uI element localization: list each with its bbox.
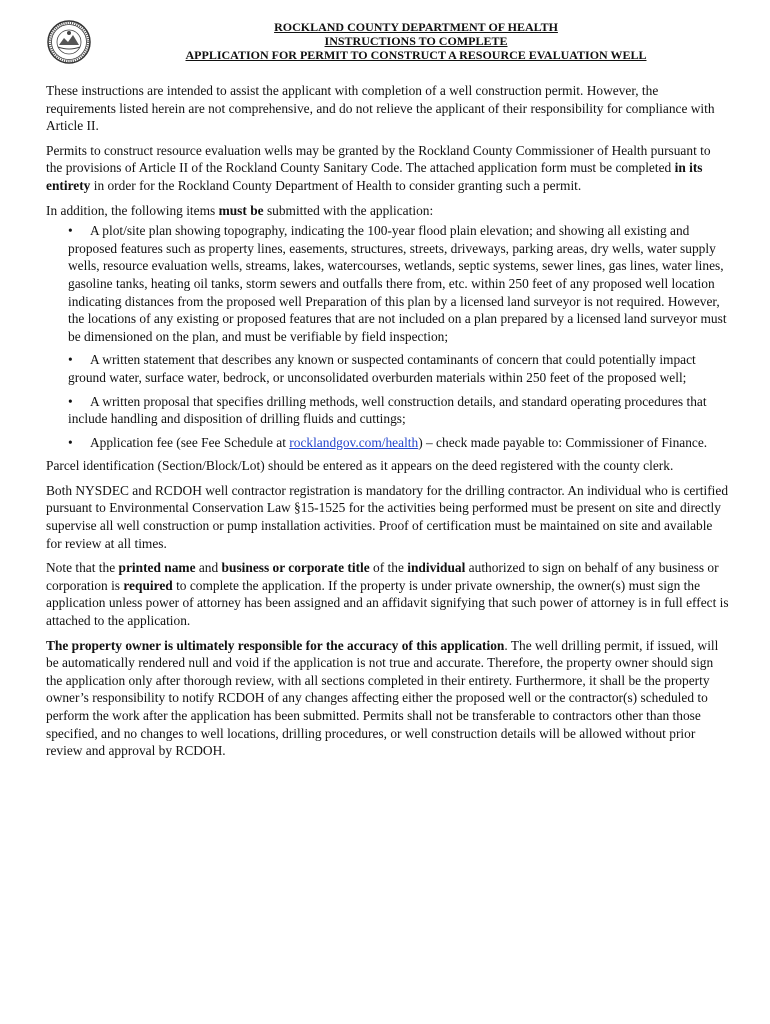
bullet-icon: • bbox=[68, 223, 73, 239]
header-department: ROCKLAND COUNTY DEPARTMENT OF HEALTH bbox=[274, 20, 558, 34]
bullet-icon: • bbox=[68, 434, 73, 450]
registration-paragraph: Both NYSDEC and RCDOH well contractor registration is mandatory for the drilling contractor. An individual who is certified pursuant to Environmental Conservation Law §15-1525 for the activities being performed must be present on site and directly supervise all well construction or pump installation activities. Proof of certification must be maintained on site and available for review at all times. bbox=[46, 482, 729, 551]
intro-paragraph: These instructions are intended to assist the applicant with completion of a well construction permit. However, the requirements listed herein are not comprehensive, and do not relieve the applicant of their responsibility for compliance with Article II. bbox=[46, 83, 715, 134]
note-paragraph: Note that the printed name and business or corporate title of the individual authorized to sign on behalf of any business or corporation is required to complete the application. If the property is under private ownership, the owner(s) must sign the application unless power of attorney has been assigned and an affidavit signifying that such power of attorney is in full effect is attached to the application. bbox=[46, 560, 729, 629]
county-seal-logo bbox=[47, 20, 91, 64]
list-item: • Application fee (see Fee Schedule at rocklandgov.com/health) – check made payable to: Commissioner of Finance. bbox=[68, 434, 708, 450]
requirements-list bbox=[46, 222, 730, 451]
bullet-icon: • bbox=[68, 352, 73, 368]
parcel-paragraph: Parcel identification (Section/Block/Lot) should be entered as it appears on the deed registered with the county clerk. bbox=[46, 458, 674, 474]
bullet-icon: • bbox=[68, 393, 73, 409]
list-item: • A plot/site plan showing topography, indicating the 100-year flood plain elevation; and showing all existing and proposed features such as property lines, easements, structures, streets, driveways, parking areas, dry wells, water supply wells, resource evaluation wells, streams, lakes, watercourses, wetlands, septic systems, sewer lines, gas lines, water lines, gasoline tanks, heating oil tanks, storm sewers and outfalls there from, etc. within 250 feet of any proposed well location indicating distances from the proposed well Preparation of this plan by a licensed land surveyor is not required. However, the locations of any existing or proposed features that are not included on a plan prepared by a licensed land surveyor must be dimensioned on the plan, and must be verifiable by field inspection; bbox=[68, 223, 727, 344]
document-header bbox=[140, 20, 692, 62]
header-instructions: INSTRUCTIONS TO COMPLETE bbox=[324, 34, 508, 48]
permits-paragraph: Permits to construct resource evaluation wells may be granted by the Rockland County Commissioner of Health pursuant to the provisions of Article II of the Rockland County Sanitary Code. The attached application form must be completed in its entirety in order for the Rockland County Department of Health to consider granting such a permit. bbox=[46, 142, 711, 193]
list-item: • A written proposal that specifies drilling methods, well construction details, and standard operating procedures that include handling and disposition of drilling fluids and cuttings; bbox=[68, 393, 707, 427]
owner-responsibility-paragraph: The property owner is ultimately responsible for the accuracy of this application. The well drilling permit, if issued, will be automatically rendered null and void if the application is not true and accurate. Therefore, the property owner should sign the application only after thorough review, with all sections completed in their entirety. Furthermore, it shall be the property owner’s responsibility to notify RCDOH of any changes affecting either the proposed well or the contractor(s) scheduled to perform the work after the application has been submitted. Permits shall not be transferable to contractors other than those specified, and no changes to well locations, drilling procedures, or well construction details will be allowed without prior review and approval by RCDOH. bbox=[46, 637, 719, 759]
health-website-link[interactable]: rocklandgov.com/health bbox=[289, 434, 419, 450]
addition-paragraph: In addition, the following items must be submitted with the application: bbox=[46, 202, 434, 218]
list-item: • A written statement that describes any known or suspected contaminants of concern that could potentially impact ground water, surface water, bedrock, or unconsolidated overburden materials within 250 feet of the proposed well; bbox=[68, 352, 696, 385]
document-body bbox=[46, 82, 730, 767]
header-application-title: APPLICATION FOR PERMIT TO CONSTRUCT A RESOURCE EVALUATION WELL bbox=[185, 48, 647, 62]
